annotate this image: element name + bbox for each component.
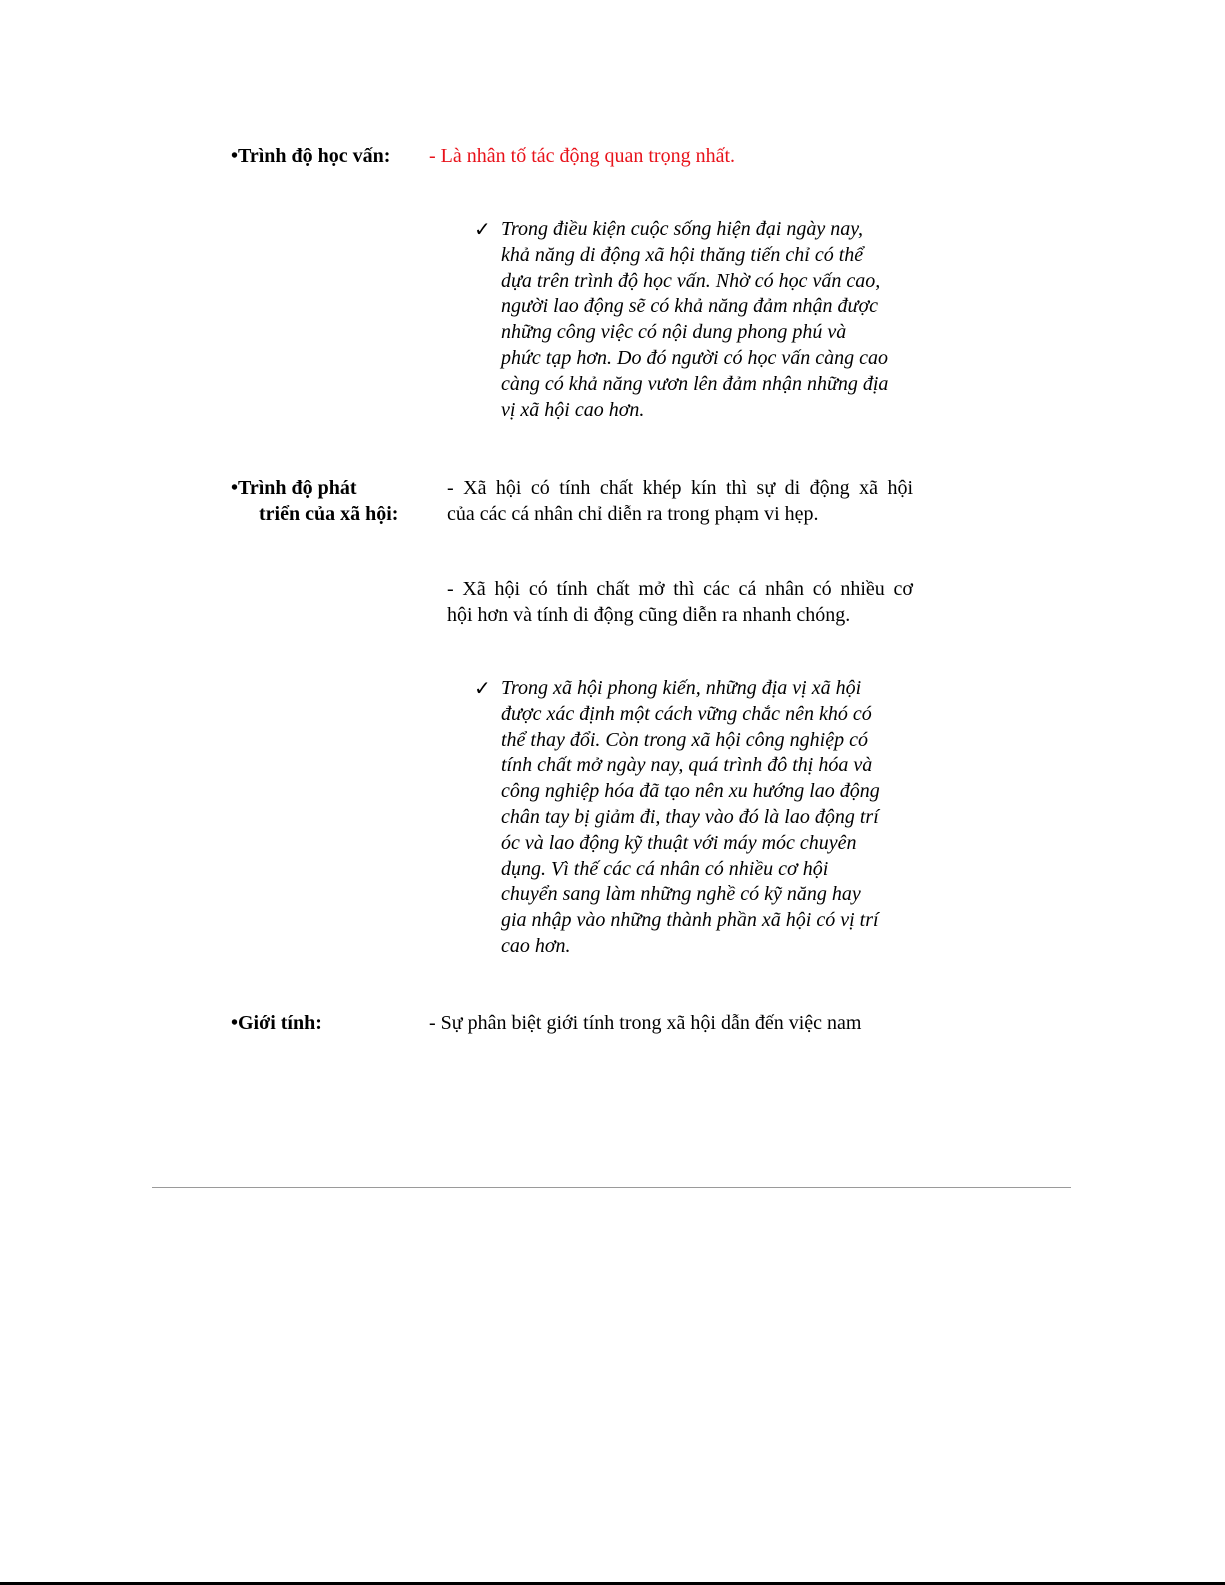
note-line: gia nhập vào những thành phần xã hội có vị trí — [501, 909, 879, 932]
note-line: thể thay đổi. Còn trong xã hội công nghiệp có — [501, 728, 868, 751]
note-line: phức tạp hơn. Do đó người có học vấn càng cao — [501, 346, 888, 369]
note-line: Trong điều kiện cuộc sống hiện đại ngày nay, — [501, 218, 863, 240]
closed-society-paragraph — [447, 475, 913, 527]
note-line: dựa trên trình độ học vấn. Nhờ có học vấn cao, — [501, 269, 881, 292]
note-line: chân tay bị giảm đi, thay vào đó là lao động trí — [501, 805, 879, 828]
note-line: óc và lao động kỹ thuật với máy móc chuyên — [501, 831, 857, 854]
heading-line: •Trình độ phát — [231, 477, 357, 499]
social-development-note — [501, 676, 921, 960]
heading-education-level: •Trình độ học vấn: — [231, 145, 391, 167]
note-line: cao hơn. — [501, 934, 571, 957]
note-line: vị xã hội cao hơn. — [501, 398, 645, 421]
open-society-paragraph — [447, 576, 913, 628]
note-line: khả năng di động xã hội thăng tiến chỉ có thể — [501, 243, 864, 266]
note-line: càng có khả năng vươn lên đảm nhận những địa — [501, 372, 889, 395]
heading-gender: •Giới tính: — [231, 1012, 322, 1034]
note-line: công nghiệp hóa đã tạo nên xu hướng lao động — [501, 780, 880, 803]
education-note — [501, 217, 921, 423]
heading-line: triển của xã hội: — [259, 503, 399, 525]
paragraph-line: - Xã hội có tính chất khép kín thì sự di động xã hội — [447, 477, 913, 499]
note-line: tính chất mở ngày nay, quá trình đô thị hóa và — [501, 754, 873, 777]
checkmark-icon: ✓ — [474, 678, 491, 700]
note-line: dụng. Vì thế các cá nhân có nhiều cơ hội — [501, 857, 829, 880]
paragraph-line: của các cá nhân chỉ diễn ra trong phạm vi hẹp. — [447, 503, 819, 525]
paragraph-line: - Xã hội có tính chất mở thì các cá nhân có nhiều cơ — [447, 578, 913, 600]
gender-statement: - Sự phân biệt giới tính trong xã hội dẫn đến việc nam — [429, 1012, 862, 1034]
heading-social-development — [231, 475, 398, 527]
note-line: chuyển sang làm những nghề có kỹ năng hay — [501, 883, 861, 906]
note-line: Trong xã hội phong kiến, những địa vị xã hội — [501, 677, 862, 699]
checkmark-icon: ✓ — [474, 219, 491, 241]
note-line: người lao động sẽ có khả năng đảm nhận được — [501, 295, 879, 318]
note-line: những công việc có nội dung phong phú và — [501, 321, 847, 344]
education-key-statement: - Là nhân tố tác động quan trọng nhất. — [429, 145, 736, 167]
note-line: được xác định một cách vững chắc nên khó có — [501, 702, 872, 725]
page-divider — [152, 1187, 1071, 1188]
paragraph-line: hội hơn và tính di động cũng diễn ra nhanh chóng. — [447, 604, 851, 626]
